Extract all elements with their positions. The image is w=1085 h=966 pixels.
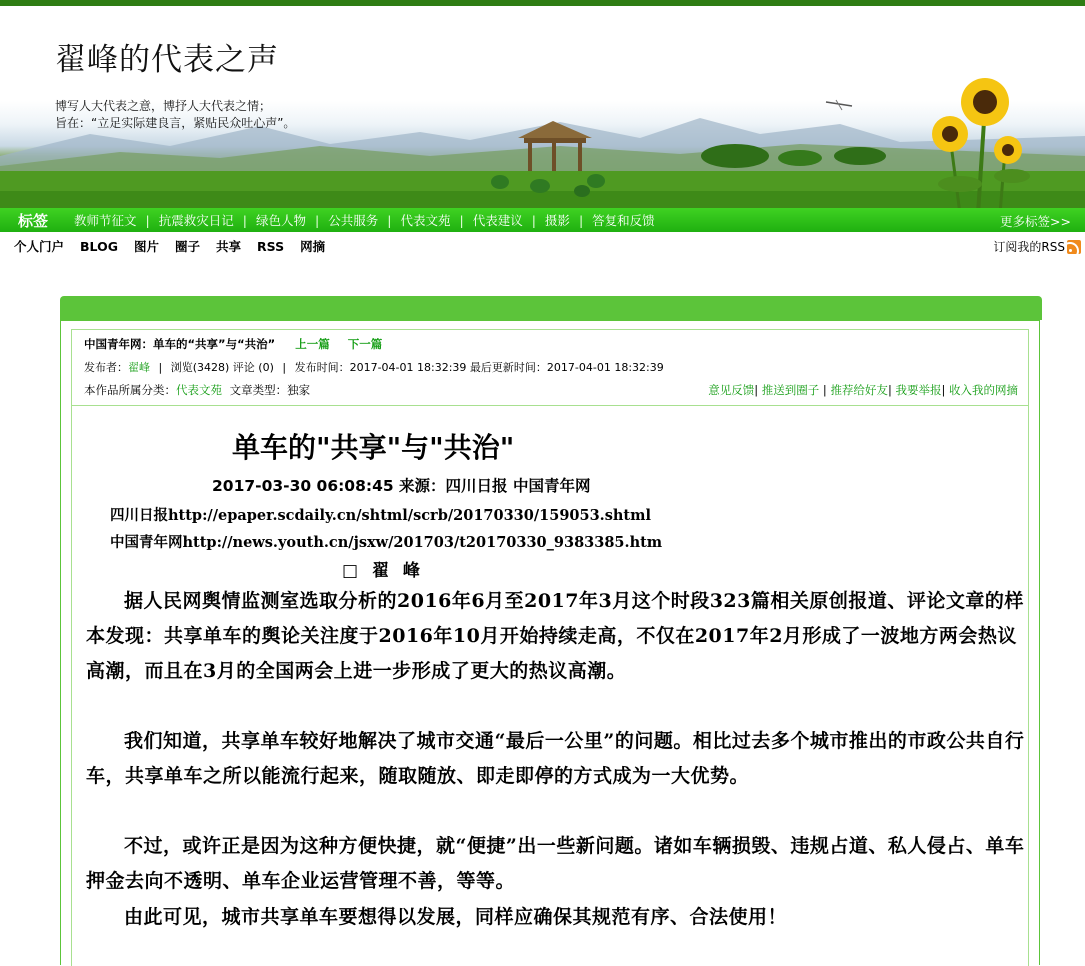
blog-banner — [0, 0, 1085, 208]
meta-separator: | — [158, 361, 163, 374]
tag-bar — [0, 208, 1085, 232]
action-separator: | — [819, 383, 831, 397]
nav-item-blog[interactable]: BLOG — [80, 238, 118, 254]
blog-desc-line-2: 旨在：“立足实际建良言，紧贴民众吐心声”。 — [55, 116, 296, 130]
comment-count[interactable]: 评论 (0) — [232, 361, 274, 374]
blog-title: 翟峰的代表之声 — [55, 42, 279, 78]
publish-time: 发布时间：2017-04-01 18:32:39 — [294, 361, 467, 374]
rss-icon — [1067, 240, 1081, 254]
source-url-sichuan: 四川日报http://epaper.scdaily.cn/shtml/scrb/20170330/159053.shtml — [110, 507, 651, 524]
article-body — [71, 405, 1029, 966]
category-link[interactable]: 代表文苑 — [176, 383, 222, 397]
update-time: 最后更新时间：2017-04-01 18:32:39 — [469, 361, 664, 374]
nav-item-bookmarks[interactable]: 网摘 — [300, 239, 326, 254]
rss-subscribe-link[interactable] — [993, 238, 1081, 255]
action-separator: | — [941, 383, 949, 397]
tag-link[interactable]: 代表文苑 — [400, 213, 451, 228]
recommend-friend-link[interactable]: 推荐给好友 — [830, 383, 888, 397]
more-tags-link[interactable]: 更多标签>> — [1000, 214, 1071, 229]
article-date-source: 2017-03-30 06:08:45 来源：四川日报 中国青年网 — [212, 477, 591, 495]
article-meta-row — [84, 359, 664, 375]
publisher-label: 发布者： — [84, 361, 128, 374]
nav-item-rss[interactable]: RSS — [257, 238, 285, 254]
action-separator: | — [754, 383, 762, 397]
tag-link[interactable]: 代表建议 — [472, 213, 523, 228]
article-title: 单车的"共享"与"共治" — [232, 431, 515, 464]
tag-link[interactable]: 公共服务 — [328, 213, 379, 228]
meta-separator: | — [282, 361, 287, 374]
publisher-link[interactable]: 翟峰 — [128, 361, 150, 374]
nav-item-share[interactable]: 共享 — [215, 239, 241, 254]
tag-separator: | — [531, 212, 536, 228]
tag-link[interactable]: 答复和反馈 — [592, 213, 655, 228]
nav-item-portal[interactable]: 个人门户 — [14, 239, 65, 254]
article-author: □ 翟 峰 — [342, 561, 424, 581]
nav-item-images[interactable]: 图片 — [133, 239, 159, 254]
nav-item-circle[interactable]: 圈子 — [174, 239, 200, 254]
source-url-youth: 中国青年网http://news.youth.cn/jsxw/201703/t20170330_9383385.htm — [110, 534, 663, 551]
report-link[interactable]: 我要举报 — [895, 383, 942, 397]
tag-link[interactable]: 摄影 — [544, 213, 570, 228]
tag-link[interactable]: 绿色人物 — [255, 213, 306, 228]
blog-desc-line-1: 博写人大代表之意，博抒人大代表之情； — [55, 99, 272, 113]
tag-separator: | — [145, 212, 150, 228]
tag-separator: | — [387, 212, 392, 228]
article-info-panel — [71, 329, 1029, 405]
article-info-title-row — [84, 336, 382, 352]
tag-separator: | — [459, 212, 464, 228]
rss-subscribe-label: 订阅我的RSS — [993, 240, 1065, 254]
feedback-link[interactable]: 意见反馈 — [708, 383, 755, 397]
prev-article-link[interactable]: 上一篇 — [295, 337, 330, 351]
article-container — [60, 320, 1040, 965]
next-article-link[interactable]: 下一篇 — [347, 337, 383, 351]
article-paragraph: 不过，或许正是因为这种方便快捷，就“便捷”出一些新问题。诸如车辆损毁、违规占道、私人侵占、单车押金去向不透明、单车企业运营管理不善，等等。 — [86, 835, 1025, 892]
view-count: 浏览(3428) — [170, 361, 230, 374]
nav-bar — [0, 232, 1085, 260]
tag-link[interactable]: 教师节征文 — [74, 213, 137, 228]
category-label: 本作品所属分类： — [84, 383, 176, 397]
push-to-circle-link[interactable]: 推送到圈子 — [761, 383, 820, 397]
blog-description — [55, 98, 295, 132]
article-paragraph: 我们知道，共享单车较好地解决了城市交通“最后一公里”的问题。相比过去多个城市推出的市政公共自行车，共享单车之所以能流行起来，随取随放、即走即停的方式成为一大优势。 — [86, 730, 1025, 787]
article-category-row — [84, 382, 310, 398]
article-type: 文章类型：独家 — [229, 383, 311, 397]
article-info-title: 中国青年网：单车的“共享”与“共治” — [84, 337, 276, 351]
add-bookmark-link[interactable]: 收入我的网摘 — [949, 383, 1018, 397]
article-header-bar — [60, 296, 1042, 320]
article-paragraph: 据人民网舆情监测室选取分析的2016年6月至2017年3月这个时段323篇相关原创报道、评论文章的样本发现：共享单车的舆论关注度于2016年10月开始持续走高，不仅在2017年2月形成了一波地方两会热议高潮，而且在3月的全国两会上进一步形成了更大的热议高潮。 — [86, 590, 1024, 682]
article-actions — [708, 382, 1018, 398]
tag-separator: | — [242, 212, 247, 228]
tag-link[interactable]: 抗震救灾日记 — [158, 213, 234, 228]
tag-separator: | — [315, 212, 320, 228]
tag-separator: | — [578, 212, 584, 228]
article-paragraph: 由此可见，城市共享单车要想得以发展，同样应确保其规范有序、合法使用！ — [124, 906, 788, 928]
tag-bar-title: 标签 — [18, 211, 49, 230]
action-separator: | — [887, 383, 896, 397]
